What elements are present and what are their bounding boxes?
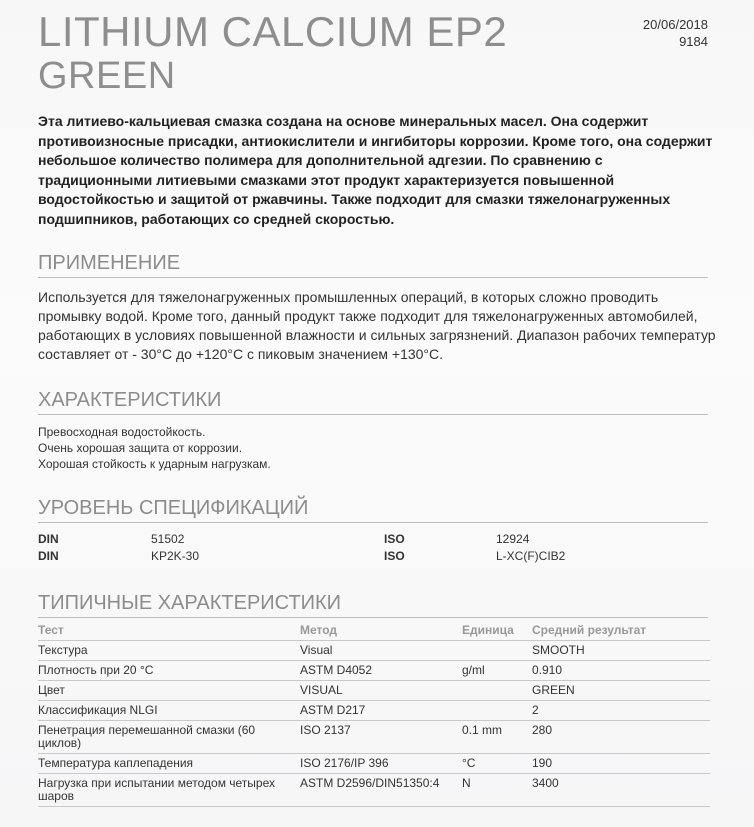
cell-result: 0.910 [532, 661, 710, 681]
column-header-test: Тест [38, 620, 300, 641]
characteristic-item: Хорошая стойкость к ударным нагрузкам. [38, 457, 271, 471]
spec-key: ISO [384, 532, 405, 546]
cell-test: Нагрузка при испытании методом четырех шаров [38, 774, 300, 807]
cell-test: Температура каплепадения [38, 754, 300, 774]
table-row [38, 701, 710, 721]
cell-result: 280 [532, 721, 710, 754]
cell-unit: °C [462, 754, 532, 774]
characteristics-heading: ХАРАКТЕРИСТИКИ [38, 389, 708, 415]
spec-value: 12924 [496, 532, 530, 546]
cell-unit [462, 701, 532, 721]
cell-test: Текстура [38, 641, 300, 661]
spec-value: KP2K-30 [151, 549, 200, 563]
document-meta [643, 16, 708, 50]
table-row [38, 681, 710, 701]
product-title [38, 8, 508, 97]
table-row [38, 774, 710, 807]
title-line-1: LITHIUM CALCIUM EP2 [38, 8, 508, 55]
application-heading: ПРИМЕНЕНИЕ [38, 252, 708, 278]
cell-result: 3400 [532, 774, 710, 807]
characteristics-list [38, 424, 718, 472]
cell-unit [462, 641, 532, 661]
cell-test: Пенетрация перемешанной смазки (60 циклов) [38, 721, 300, 754]
characteristic-item: Очень хорошая защита от коррозии. [38, 441, 243, 455]
cell-result: SMOOTH [532, 641, 710, 661]
cell-method: VISUAL [300, 681, 462, 701]
column-header-result: Средний результат [532, 620, 710, 641]
specifications-table [38, 532, 708, 566]
spec-value: 51502 [151, 532, 185, 546]
specifications-heading: УРОВЕНЬ СПЕЦИФИКАЦИЙ [38, 497, 708, 523]
spec-value: L-XC(F)CIB2 [496, 549, 566, 563]
spec-row [38, 549, 708, 566]
spec-key: ISO [384, 549, 405, 563]
cell-result: 190 [532, 754, 710, 774]
cell-unit: N [462, 774, 532, 807]
cell-test: Классификация NLGI [38, 701, 300, 721]
column-header-method: Метод [300, 620, 462, 641]
spec-key: DIN [38, 549, 59, 563]
cell-method: ISO 2137 [300, 721, 462, 754]
spec-key: DIN [38, 532, 59, 546]
cell-test: Цвет [38, 681, 300, 701]
characteristic-item: Превосходная водостойкость. [38, 425, 206, 439]
spec-row [38, 532, 708, 549]
document-code: 9184 [679, 34, 708, 49]
column-header-unit: Единица [462, 620, 532, 641]
cell-method: ISO 2176/IP 396 [300, 754, 462, 774]
typical-heading: ТИПИЧНЫЕ ХАРАКТЕРИСТИКИ [38, 592, 708, 618]
cell-method: ASTM D4052 [300, 661, 462, 681]
cell-method: ASTM D217 [300, 701, 462, 721]
intro-paragraph: Эта литиево-кальциевая смазка создана на основе минеральных масел. Она содержит противоизносные присадки, антиокислители и ингибиторы коррозии. Кроме того, она содержит небольшое количество полимера для дополнительной адгезии. По сравнению с традиционными литиевыми смазками этот продукт характеризуется повышенной водостойкостью и защитой от ржавчины. Также подходит для смазки тяжелонагруженных подшипников, работающих со средней скоростью. [38, 113, 713, 227]
table-row [38, 754, 710, 774]
cell-test: Плотность при 20 °C [38, 661, 300, 681]
cell-unit: g/ml [462, 661, 532, 681]
table-row [38, 661, 710, 681]
cell-result: GREEN [532, 681, 710, 701]
application-text: Используется для тяжелонагруженных промышленных операций, в которых сложно проводить промывку водой. Кроме того, данный продукт также подходит для тяжелонагруженных автомобилей, работающих в условиях повышенной влажности и сильных загрязнений. Диапазон рабочих температур составляет от - 30°C до +120°C с пиковым значением +130°C. [38, 289, 716, 362]
table-row [38, 721, 710, 754]
typical-characteristics-table [38, 620, 710, 807]
cell-unit: 0.1 mm [462, 721, 532, 754]
title-line-2: GREEN [38, 55, 176, 97]
cell-result: 2 [532, 701, 710, 721]
cell-method: Visual [300, 641, 462, 661]
cell-method: ASTM D2596/DIN51350:4 [300, 774, 462, 807]
document-date: 20/06/2018 [642, 17, 708, 32]
cell-unit [462, 681, 532, 701]
table-row [38, 641, 710, 661]
table-header-row [38, 620, 710, 641]
